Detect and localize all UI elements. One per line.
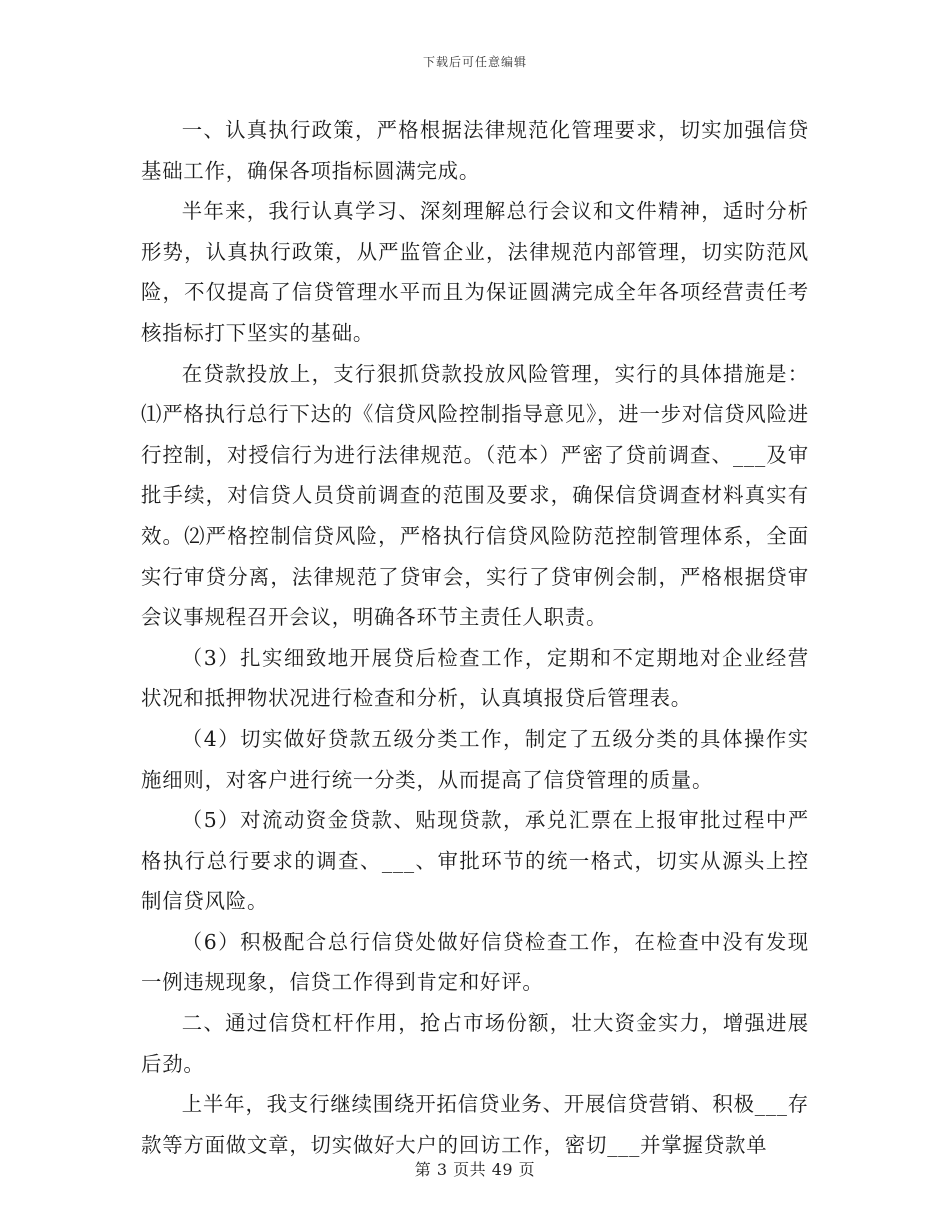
paragraph-measure-3: （3）扎实细致地开展贷后检查工作，定期和不定期地对企业经营状况和抵押物状况进行检查和分析，认真填报贷后管理表。 [141, 645, 809, 711]
paragraph-first-half-marketing: 上半年，我支行继续围绕开拓信贷业务、开展信贷营销、积极___存款等方面做文章，切实做好大户的回访工作，密切___并掌握贷款单 [141, 1092, 809, 1157]
paragraph-measure-4: （4）切实做好贷款五级分类工作，制定了五级分类的具体操作实施细则，对客户进行统一分类，从而提高了信贷管理的质量。 [141, 726, 809, 792]
page-number: 第 3 页共 49 页 [414, 1160, 536, 1179]
document-body [141, 110, 809, 1165]
paragraph-half-year-summary: 半年来，我行认真学习、深刻理解总行会议和文件精神，适时分析形势，认真执行政策，从严监管企业，法律规范内部管理，切实防范风险，不仅提高了信贷管理水平而且为保证圆满完成全年各项经营责任考核指标打下坚实的基础。 [141, 199, 809, 345]
paragraph-loan-risk-measures: 在贷款投放上，支行狠抓贷款投放风险管理，实行的具体措施是：⑴严格执行总行下达的《信贷风险控制指导意见》，进一步对信贷风险进行控制，对授信行为进行法律规范。（范本）严密了贷前调查、___及审批手续，对信贷人员贷前调查的范围及要求，确保信贷调查材料真实有效。⑵严格控制信贷风险，严格执行信贷风险防范控制管理体系，全面实行审贷分离，法律规范了贷审会，实行了贷审例会制，严格根据贷审会议事规程召开会议，明确各环节主责任人职责。 [141, 361, 809, 630]
paragraph-section-two-heading: 二、通过信贷杠杆作用，抢占市场份额，壮大资金实力，增强进展后劲。 [141, 1011, 809, 1076]
header-note: 下载后可任意编辑 [422, 55, 527, 69]
paragraph-measure-5: （5）对流动资金贷款、贴现贷款，承兑汇票在上报审批过程中严格执行总行要求的调查、___、审批环节的统一格式，切实从源头上控制信贷风险。 [141, 808, 809, 914]
paragraph-section-one-heading: 一、认真执行政策，严格根据法律规范化管理要求，切实加强信贷基础工作，确保各项指标圆满完成。 [141, 118, 809, 183]
paragraph-measure-6: （6）积极配合总行信贷处做好信贷检查工作，在检查中没有发现一例违规现象，信贷工作得到肯定和好评。 [141, 929, 809, 995]
